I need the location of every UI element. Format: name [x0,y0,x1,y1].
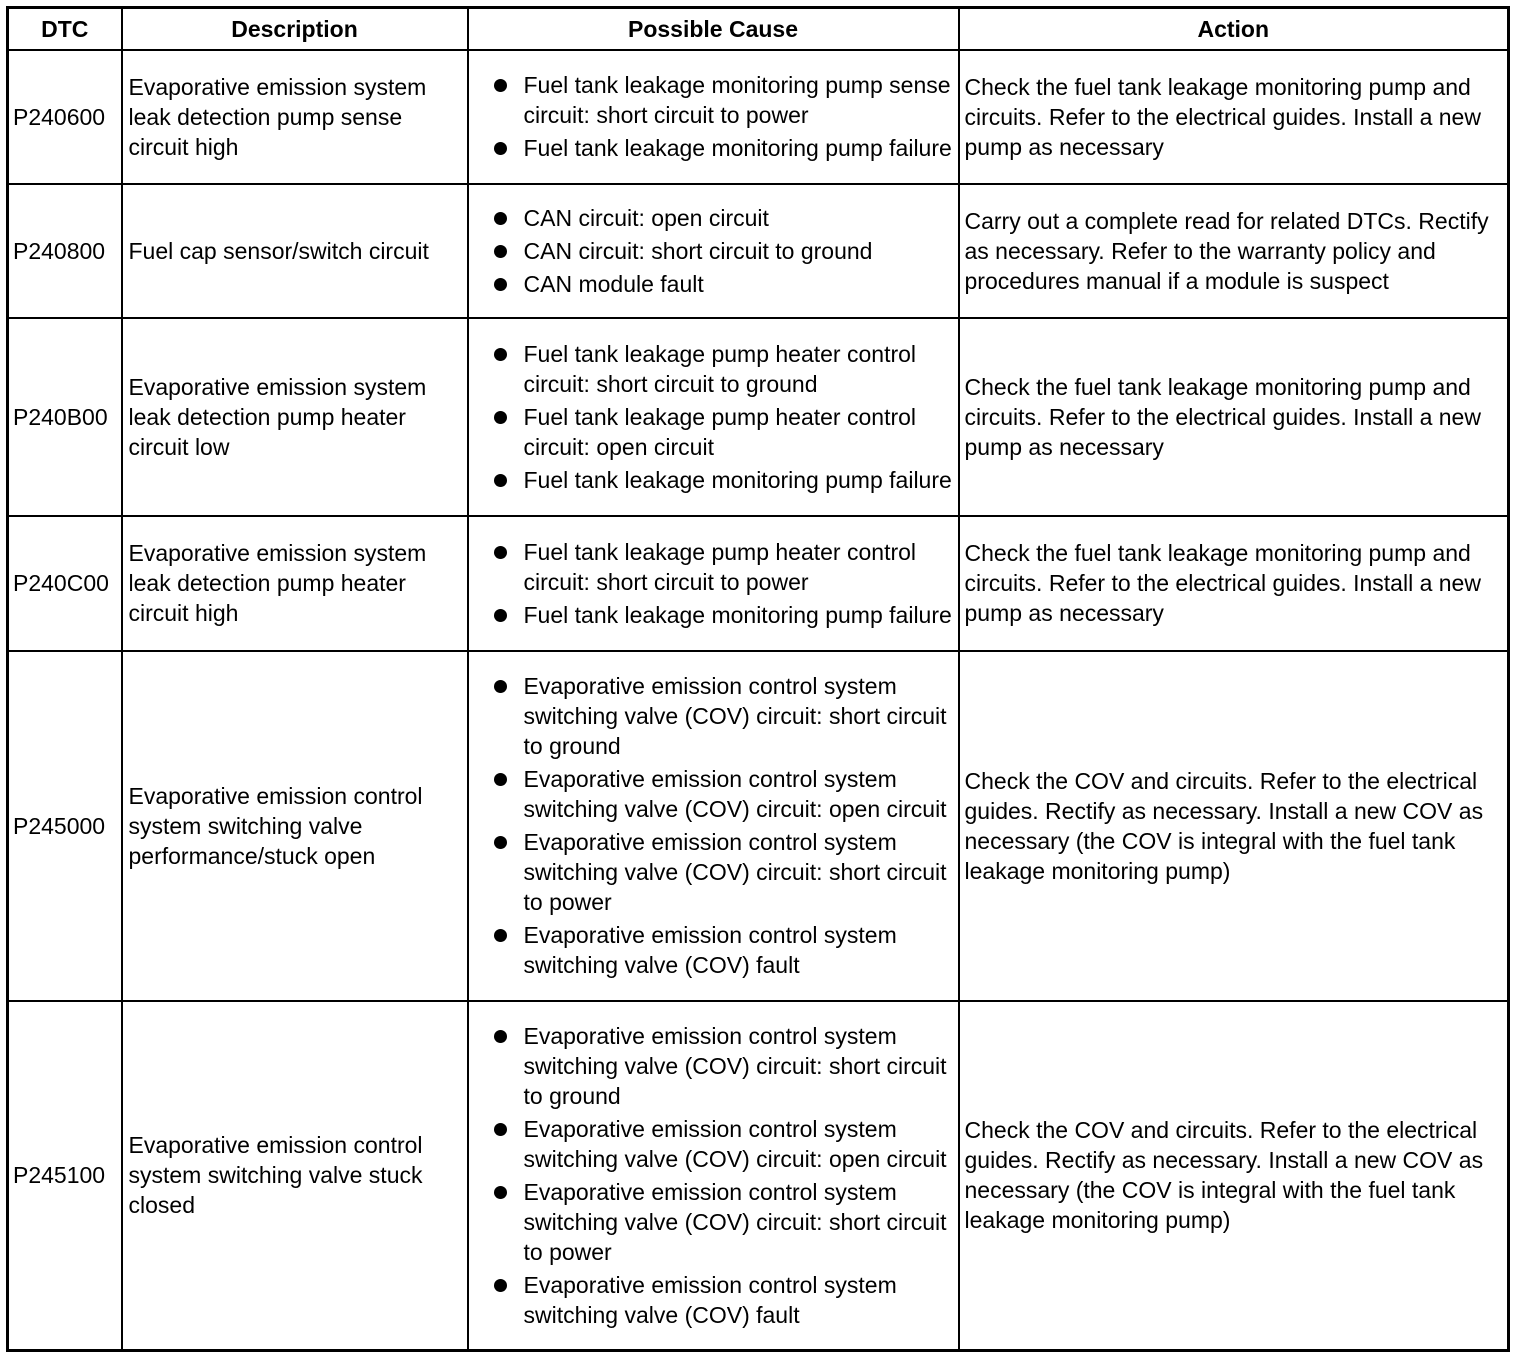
cause-text: Evaporative emission control system switching valve (COV) circuit: short circuit to power [523,829,947,915]
bullet-icon [494,1186,507,1199]
dtc-table [6,6,1510,1352]
cause-item [493,70,954,130]
dtc-description: Evaporative emission system leak detection pump sense circuit high [122,50,468,184]
possible-cause-cell [468,1001,959,1351]
cause-text: CAN circuit: short circuit to ground [523,237,873,264]
cause-text: Fuel tank leakage pump heater control circuit: short circuit to power [523,538,917,595]
bullet-icon [494,411,507,424]
cause-text: Evaporative emission control system switching valve (COV) circuit: open circuit [523,1115,947,1172]
bullet-icon [494,1279,507,1292]
cause-text: Fuel tank leakage pump heater control circuit: open circuit [523,403,917,460]
possible-cause-cell [468,50,959,184]
table-row [8,651,1509,1001]
cause-list [493,203,954,299]
table-row [8,516,1509,651]
header-action: Action [959,8,1509,50]
cause-item [493,600,954,630]
table-row [8,50,1509,184]
header-possible-cause: Possible Cause [468,8,959,50]
bullet-icon [494,773,507,786]
cause-item [493,465,954,495]
dtc-code: P240800 [8,184,122,318]
bullet-icon [494,474,507,487]
cause-item [493,339,954,399]
dtc-code: P245000 [8,651,122,1001]
cause-text: Evaporative emission control system switching valve (COV) fault [523,922,897,978]
cause-item [493,236,954,266]
cause-item [493,827,954,917]
cause-text: Evaporative emission control system switching valve (COV) circuit: short circuit to ground [523,673,947,759]
cause-text: Fuel tank leakage monitoring pump failure [523,135,952,161]
cause-item [493,203,954,233]
table-row [8,1001,1509,1351]
bullet-icon [494,245,507,258]
dtc-action: Check the fuel tank leakage monitoring pump and circuits. Refer to the electrical guides. Install a new pump as necessary [959,318,1509,516]
header-dtc: DTC [8,8,122,50]
cause-text: Evaporative emission control system switching valve (COV) circuit: short circuit to power [523,1178,947,1265]
cause-item [493,537,954,597]
bullet-icon [494,1123,507,1136]
cause-item [493,1021,954,1111]
cause-item [493,1114,954,1174]
cause-item [493,1177,954,1267]
dtc-code: P240C00 [8,516,122,651]
table-header-row [8,8,1509,50]
possible-cause-cell [468,651,959,1001]
bullet-icon [494,836,507,849]
table-row [8,318,1509,516]
cause-item [493,402,954,462]
cause-text: Evaporative emission control system switching valve (COV) circuit: short circuit to ground [523,1022,947,1109]
bullet-icon [494,278,507,291]
cause-list [493,339,954,495]
dtc-description: Fuel cap sensor/switch circuit [122,184,468,318]
bullet-icon [494,142,507,155]
dtc-code: P245100 [8,1001,122,1351]
cause-text: Fuel tank leakage monitoring pump sense circuit: short circuit to power [523,72,951,128]
dtc-description: Evaporative emission control system switching valve performance/stuck open [122,651,468,1001]
cause-text: CAN circuit: open circuit [523,204,769,231]
cause-text: CAN module fault [523,270,704,297]
dtc-action: Check the fuel tank leakage monitoring pump and circuits. Refer to the electrical guides. Install a new pump as necessary [959,516,1509,651]
cause-item [493,764,954,824]
cause-item [493,1270,954,1330]
cause-item [493,269,954,299]
cause-text: Fuel tank leakage pump heater control circuit: short circuit to ground [523,340,917,397]
table-row [8,184,1509,318]
bullet-icon [494,348,507,361]
dtc-action: Check the fuel tank leakage monitoring pump and circuits. Refer to the electrical guides. Install a new pump as necessary [959,50,1509,184]
bullet-icon [494,680,507,693]
dtc-action: Check the COV and circuits. Refer to the electrical guides. Rectify as necessary. Install a new COV as necessary (the COV is integral with the fuel tank leakage monitoring pump) [959,651,1509,1001]
possible-cause-cell [468,516,959,651]
possible-cause-cell [468,184,959,318]
cause-item [493,671,954,761]
cause-text: Evaporative emission control system switching valve (COV) circuit: open circuit [523,766,947,822]
dtc-description: Evaporative emission system leak detection pump heater circuit low [122,318,468,516]
bullet-icon [494,79,507,92]
cause-text: Fuel tank leakage monitoring pump failure [523,601,952,628]
dtc-action: Carry out a complete read for related DTCs. Rectify as necessary. Refer to the warranty policy and procedures manual if a module is suspect [959,184,1509,318]
cause-item [493,133,954,163]
dtc-description: Evaporative emission control system switching valve stuck closed [122,1001,468,1351]
bullet-icon [494,546,507,559]
header-description: Description [122,8,468,50]
cause-list [493,671,954,980]
cause-list [493,1021,954,1330]
dtc-code: P240B00 [8,318,122,516]
cause-text: Evaporative emission control system switching valve (COV) fault [523,1271,897,1328]
bullet-icon [494,1030,507,1043]
dtc-action: Check the COV and circuits. Refer to the electrical guides. Rectify as necessary. Install a new COV as necessary (the COV is integral with the fuel tank leakage monitoring pump) [959,1001,1509,1351]
cause-list [493,70,954,163]
bullet-icon [494,929,507,942]
dtc-description: Evaporative emission system leak detection pump heater circuit high [122,516,468,651]
cause-list [493,537,954,630]
cause-item [493,920,954,980]
bullet-icon [494,609,507,622]
cause-text: Fuel tank leakage monitoring pump failure [523,466,952,493]
possible-cause-cell [468,318,959,516]
dtc-code: P240600 [8,50,122,184]
bullet-icon [494,212,507,225]
